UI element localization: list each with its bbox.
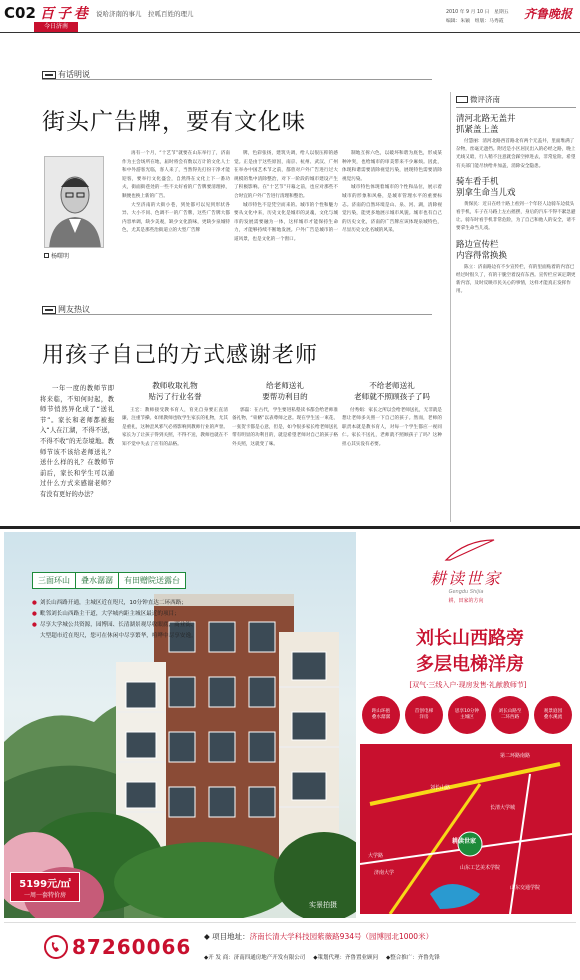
bullet-row <box>32 609 262 620</box>
map-label: 山东交通学院 <box>510 885 541 891</box>
article1-paragraph: 再有一个月，“十艺节”就要在山东举行了，济南作为主会场所在地，届时将会有数以万计的文化人士和中外游客光临，客人来了，当然得先打扮干净才能迎客，要举行文化盛会，自然得在文化上下一番功夫，街面街巷处的一些不太好看的广告牌要清理掉，顺便也换上新的广告。 <box>122 151 230 199</box>
ad-footer <box>4 922 576 976</box>
article-title: 街头广告牌，要有文化味 <box>42 109 306 135</box>
ad-feature-tags <box>32 572 186 589</box>
ad-separator <box>0 526 580 529</box>
section-tag-label: 网友热议 <box>58 305 90 314</box>
sidebar-divider <box>450 92 451 522</box>
article1-paragraph: 城市特色体现着城市的个性和品位，展示着城市的形象和风格，是城市管理水平的重要标志。济南的自然环境是山、泉、河、湖，清除视觉污染，能更多地展示城市风貌。城市也有自己的历史文化，济南的广告牌应该体现泉城特色，尽显历史文化名城的风采。 <box>342 185 442 234</box>
route-label: 首创电梯 洋房 <box>414 709 434 720</box>
agency-credit <box>386 953 440 961</box>
address-line <box>204 931 433 942</box>
sidebar-item-text <box>456 138 576 171</box>
sidebar-byline: 黄保民： <box>464 201 483 207</box>
article1-paragraph: 城市特色不是凭空而来的。城市的个性和魅力要从文化中来，历史文化是城市的灵魂，文化与城市的发展需要融为一体，这样城市才能保持生命力，才能够持续不断地发展。户外广告是城市的一道风景，也是文化的一个窗口。 <box>234 202 338 242</box>
column-body: 家长之所以会给老师送礼，无非就是想让老师多关照一下自己的孩子。然而，老师的职责本就是教书育人，对每一个学生都应一视同仁。家长不送礼，老师就不照顾孩子了吗？这种担心其实没有必要。 <box>342 408 442 447</box>
bullet-text: 尽享大学城公共资源，园博园、长清湖景观尽收眼底，商业街、 <box>39 622 197 628</box>
article1-paragraph: 牌，色彩张扬，建筑失调，给人以很压抑的感觉。正是由于这些原因，南京、杭州、武汉、广州在举办中国艺术节之前，都曾对户外广告进行过大规模的集中清除整治，对下一阶段的城市建设产生了积极影响。在“十艺节”开幕之前，也应对那些不合时宜的户外广告进行清理和整治。 <box>234 151 338 199</box>
column-byline: 王宏： <box>130 408 145 413</box>
bullet-dot-icon: ● <box>32 622 37 628</box>
diamond-icon: ◆ <box>386 955 391 961</box>
ad-headline-2: 多层电梯洋房 <box>416 654 524 675</box>
article1-paragraph: 制地互拆六色，以破坏和谐为底色，形成某种冲突，也给城市的审美带来不少麻烦。因此，体现和谐需要清除视觉污染，展现特色需要清除视觉污染。 <box>342 151 442 182</box>
column-byline: 郭磊： <box>240 408 255 413</box>
caption-box-icon <box>44 253 49 258</box>
bullet-text: 毗邻刘长山西路主干道，大学城内距主城区最近的项目； <box>39 611 180 617</box>
column-name: 百 子 巷 <box>40 6 87 22</box>
article2-lead <box>40 384 114 522</box>
bullet-row <box>32 631 262 642</box>
brand-en: Gengdu Shijia <box>448 589 484 595</box>
route-circle <box>534 696 572 734</box>
tag-marker-icon <box>456 96 468 103</box>
editors-line: 编辑：朱颖 组版：马秀霞 <box>446 19 504 24</box>
credit-label: 策划代理： <box>317 955 345 961</box>
author-caption <box>44 251 69 260</box>
article1-paragraph: 大至济南的大街小巷，到处都可以见到形状各异、大小不同、色调不一的广告牌，这些广告牌大都内容单调，缺少美观，缺少文化韵味，更缺少泉城特色，尤其是那些治街道立的大型广告牌 <box>122 202 230 234</box>
phone-icon <box>44 935 68 959</box>
credit-value: 济南四通房地产开发有限公司 <box>233 955 306 961</box>
author-name: 杨曙明 <box>51 253 70 260</box>
column-text <box>232 407 338 449</box>
column-head: 不给老师送礼 老师就不照顾孩子了吗 <box>354 381 430 401</box>
column-head: 教师收取礼物 贴污了行业名誉 <box>148 381 202 401</box>
column-head: 给老师送礼 要帮功利目的 <box>262 381 308 401</box>
masthead-rule <box>0 32 580 33</box>
bullet-row <box>32 598 262 609</box>
article2-column-3 <box>342 380 442 522</box>
phone-block <box>44 935 191 959</box>
sidebar-item <box>456 114 576 171</box>
ad-right-panel <box>356 532 576 918</box>
route-circle <box>491 696 529 734</box>
sidebar-tag <box>456 94 576 108</box>
price-subtitle: 一周一套特价房 <box>23 892 66 899</box>
ad-slogan: [双气·三线入户·现房发售·礼献教师节] <box>409 681 527 689</box>
sidebar-item <box>456 177 576 234</box>
building-photo <box>4 532 356 918</box>
column-body: 教师接受教书育人，育先自身要正直清廉，注重节操。如果教师也收学生家长的礼物，尤其是重礼，这种歪风邪气必将影响到教师行业的声誉。家长为了让孩子得到关照，不得不送，教师也就在不知不觉中失去了应有的品格。 <box>122 408 228 447</box>
feature-tag: 叠水潺潺 <box>76 573 119 588</box>
route-label: 距山环抱 叠水潺潺 <box>371 709 391 720</box>
map-roads <box>360 744 572 914</box>
sidebar-body: 清河北路西首路北有两个无盖井，里面堆满了杂物，丝毫无遮挡。附近是小区居民出入的必经之路，晚上光线又暗，行人稍不注意就会踩空掉进去，非常危险。希望有关部门能尽快给井加盖，消除安全隐患。 <box>456 139 576 169</box>
article-title: 用孩子自己的方式感谢老师 <box>42 343 319 368</box>
column-text <box>342 407 442 449</box>
credit-label: 开 发 商： <box>208 955 234 961</box>
sidebar-item-title: 清河北路无盖井 抓紧盖上盖 <box>456 114 516 135</box>
phone-number: 87260066 <box>72 935 192 959</box>
map-label: 济南大学 <box>374 870 395 876</box>
address-text: 济南长清大学科技园紫薇路934号（园博园北1000米） <box>249 932 434 941</box>
price-value: 5199元/㎡ <box>19 879 71 890</box>
ad-headline-1: 刘长山西路旁 <box>416 628 524 649</box>
feature-tag: 有田赠院送露台 <box>124 576 180 585</box>
route-circles <box>362 696 572 734</box>
paper-logo: 齐鲁晚报 <box>524 7 573 21</box>
bullet-row <box>32 620 262 631</box>
article1-column-3 <box>342 150 442 286</box>
credits-line <box>204 953 440 961</box>
brand-block <box>386 538 546 604</box>
sidebar-label: 微评济南 <box>470 95 500 104</box>
map-label: 山东工艺美术学院 <box>460 865 501 871</box>
route-circle <box>448 696 486 734</box>
sidebar-item <box>456 240 576 297</box>
route-circle <box>405 696 443 734</box>
photo-note: 实景拍摄 <box>309 901 337 909</box>
location-map <box>360 744 572 914</box>
bullet-dot-icon: ● <box>32 600 37 606</box>
masthead <box>0 0 580 34</box>
map-project-marker: 耕读世家 <box>452 838 477 845</box>
sidebar <box>456 94 576 524</box>
feather-pen-icon <box>436 538 496 562</box>
tag-marker-icon <box>42 71 56 79</box>
diamond-icon: ◆ <box>313 955 318 961</box>
route-label: 刘长山路至 二环西路 <box>498 709 522 720</box>
article2-column-1 <box>122 380 228 522</box>
feature-tag: 三面环山 <box>33 573 76 588</box>
section-tag-rule <box>42 314 432 315</box>
section-tag-rule <box>42 79 432 80</box>
sidebar-body: 济南路边有不少宣传栏，有的里面贴着的内容已经过时很久了，有的干脆空着没有东西。宣传栏应该定期更新内容，及时反映市民关心的事情，这样才能真正发挥作用。 <box>456 264 576 295</box>
author-portrait-icon <box>45 157 104 248</box>
map-label: 刘长山路 <box>430 785 451 791</box>
credit-value: 齐鲁先锋 <box>417 955 440 961</box>
credit-label: 整合推广： <box>390 955 418 961</box>
date-line: 2010 年 9 月 10 日 星期五 <box>446 10 509 15</box>
planner-credit <box>313 953 378 961</box>
ad-bullet-list <box>32 598 262 642</box>
sidebar-body: 近日在经十路上看到一个年轻人边骑车边低头看手机，车子在马路上左右摇摆，身后的汽车不得不紧急避让。骑车时看手机非常危险，为了自己和他人的安全，请不要拿生命当儿戏。 <box>456 201 576 232</box>
bullet-text: 大型超市近在咫尺，您可在休闲中尽享繁华，喧哗中尽享安逸。 <box>40 633 197 639</box>
diamond-icon: ◆ <box>204 955 209 961</box>
address-label: 项目地址： <box>212 932 250 941</box>
brand-script: 耕读世家 <box>429 569 502 588</box>
bullet-dot-icon: ● <box>32 611 37 617</box>
sidebar-item-text <box>456 201 576 234</box>
column-text <box>122 407 228 449</box>
page-code: C02 <box>4 4 36 22</box>
sidebar-item-text <box>456 264 576 297</box>
map-label: 大学路 <box>368 853 384 859</box>
ad-photo-panel <box>4 532 356 918</box>
author-photo <box>44 156 104 248</box>
developer-credit <box>204 953 305 961</box>
sidebar-byline: 陈立： <box>464 264 478 270</box>
tag-marker-icon <box>42 306 56 314</box>
sidebar-byline: 付慧丽： <box>464 139 483 144</box>
column-byline: 付秀娟： <box>350 408 369 413</box>
diamond-icon: ◆ <box>204 932 210 941</box>
credit-value: 齐鲁置业顾问 <box>345 955 379 961</box>
tagline: 说哈济南的事儿 拉呱百姓的理儿 <box>96 10 194 18</box>
column-body: 在古代，学生要进私塾读书都会给老师准备礼物，“束脩”以表尊师之意。现在学生送一束花、一张贺卡都是心意，但是，如今很多家长给老师送礼带有明显的功利目的，就是希望老师对自己的孩子格外关照，这就变了味。 <box>232 408 338 447</box>
article2-column-2 <box>232 380 338 522</box>
article1-column-1 <box>122 150 230 286</box>
subsection-label: 今日济南 <box>43 23 68 30</box>
real-estate-ad <box>4 532 576 976</box>
article1-column-2 <box>234 150 338 286</box>
sidebar-item-title: 路边宣传栏 内容得常换换 <box>456 239 508 261</box>
map-label: 第二环路南路 <box>500 753 531 759</box>
subsection-tag <box>34 22 78 32</box>
price-badge <box>10 872 80 902</box>
route-label: 观景庭园 叠水溪流 <box>543 709 563 720</box>
bullet-text: 刘长山西路开通，主城区近在咫尺，10分钟直达二环西路； <box>39 600 187 606</box>
route-circle <box>362 696 400 734</box>
route-label: 思享10分钟 主城区 <box>454 709 480 720</box>
sidebar-item-title: 骑车看手机 别拿生命当儿戏 <box>456 176 516 198</box>
map-label: 长清大学城 <box>490 805 516 811</box>
brand-tagline: 耕，田家的方向 <box>448 598 484 604</box>
section-tag-label: 有话明说 <box>58 70 90 79</box>
lead-paragraph: 一年一度的教师节即将来临，不知何时起，教师节悄然异化成了“送礼节”。家长和老师都被拖入“人在江湖，不得不送，不得不收”的无奈境地。教师节该不该给老师送礼？送什么样的礼？在教师节前后，家长和学生可以通过什么方式来感谢老师？有没有更好的办法？ <box>40 385 114 498</box>
